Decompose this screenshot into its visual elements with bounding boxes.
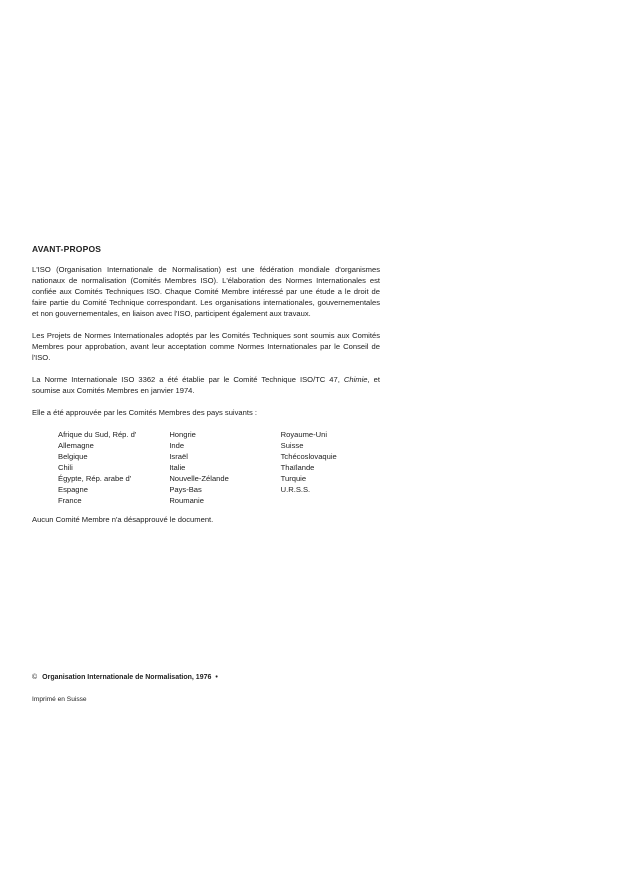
country-name: Tchécoslovaquie bbox=[280, 452, 337, 461]
country-name: Égypte, Rép. arabe d' bbox=[58, 474, 132, 483]
country-list bbox=[58, 429, 380, 506]
standard-origin-text: La Norme Internationale ISO 3362 a été établie par le Comité Technique ISO/TC 47, bbox=[32, 375, 344, 384]
country-name: Thaïlande bbox=[280, 463, 315, 472]
country-name: Allemagne bbox=[58, 441, 94, 450]
standard-origin-text-end: , et soumise aux Comités Membres en janvier 1974. bbox=[32, 375, 380, 395]
country-name: Royaume-Uni bbox=[280, 430, 328, 439]
country-name: Italie bbox=[169, 463, 186, 472]
country-column-3 bbox=[281, 429, 380, 506]
country-name: Espagne bbox=[58, 485, 88, 494]
paragraph-approval-process: Les Projets de Normes Internationales adoptés par les Comités Techniques sont soumis aux Comités Membres pour approbation, avant leur acceptation comme Normes Internationales par le Conseil de l'ISO. bbox=[32, 331, 380, 362]
country-name: Nouvelle-Zélande bbox=[169, 474, 229, 483]
country-name: Pays-Bas bbox=[169, 485, 202, 494]
country-name: France bbox=[58, 496, 82, 505]
paragraph-approved-by: Elle a été approuvée par les Comités Membres des pays suivants : bbox=[32, 408, 257, 417]
copyright-icon: © bbox=[32, 674, 38, 681]
country-name: Inde bbox=[169, 441, 185, 450]
country-name: Belgique bbox=[58, 452, 88, 461]
country-name: Hongrie bbox=[169, 430, 196, 439]
country-column-2 bbox=[169, 429, 280, 506]
copyright-text: Organisation Internationale de Normalisation, 1976 bbox=[42, 674, 212, 681]
country-name: Turquie bbox=[280, 474, 307, 483]
paragraph-iso-intro: L'ISO (Organisation Internationale de Normalisation) est une fédération mondiale d'organismes nationaux de normalisation (Comités Membres ISO). L'élaboration des Normes Internationales est confiée aux Comités Techniques ISO. Chaque Comité Membre intéressé par une étude a le droit de faire partie du Comité Technique correspondant. Les organisations internationales, gouvernementales et non gouvernementales, en liaison avec l'ISO, participent également aux travaux. bbox=[32, 265, 380, 318]
committee-name: Chimie bbox=[343, 375, 368, 384]
printed-in-notice: Imprimé en Suisse bbox=[32, 696, 87, 703]
country-name: Roumanie bbox=[169, 496, 204, 505]
country-name: Afrique du Sud, Rép. d' bbox=[58, 430, 137, 439]
paragraph-standard-origin bbox=[32, 374, 380, 396]
country-name: U.R.S.S. bbox=[280, 485, 311, 494]
bullet-icon: • bbox=[215, 674, 218, 681]
country-column-1 bbox=[58, 429, 169, 506]
country-name: Israël bbox=[169, 452, 188, 461]
foreword-section bbox=[32, 244, 380, 536]
country-name: Chili bbox=[58, 463, 73, 472]
foreword-heading: AVANT-PROPOS bbox=[32, 244, 102, 254]
country-name: Suisse bbox=[280, 441, 304, 450]
copyright-notice bbox=[32, 674, 218, 681]
paragraph-no-disapproval: Aucun Comité Membre n'a désapprouvé le document. bbox=[32, 515, 214, 524]
